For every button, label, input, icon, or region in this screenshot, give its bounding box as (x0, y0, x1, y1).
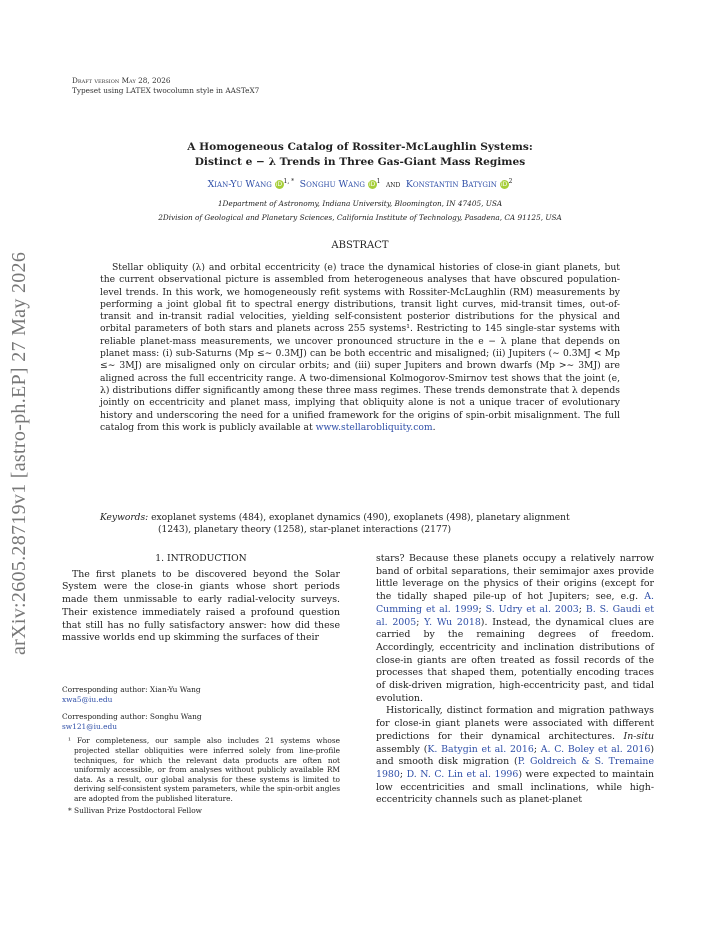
author-name[interactable]: Songhu Wang (299, 178, 365, 190)
footnote-1: ¹ For completeness, our sample also includes 21 systems whose projected stellar obliquities were inferred solely from line-profile techniques, for which the relevant data products are often not uniformly accessible, or from analyses without publicly available RM data. As a result, our global analysis for these systems is limited to deriving self-consistent system parameters, while the spin-orbit angles are adopted from the published literature. (68, 736, 340, 803)
author-sup: 1, * (283, 178, 295, 185)
text-run: ) were expected to maintain low eccentricities and small inclinations, while high-eccentricity channels such as planet-planet (376, 768, 655, 806)
citation-link[interactable]: K. Batygin et al. 2016 (427, 743, 534, 755)
citation-link[interactable]: P. Goldreich & S. Tremaine 1980 (376, 756, 655, 780)
citation-link[interactable]: D. N. C. Lin et al. 1996 (406, 768, 519, 780)
corresponding-author: Corresponding author: Xian-Yu Wang (62, 685, 201, 694)
author-name[interactable]: Xian-Yu Wang (207, 178, 272, 190)
text-run: ). Instead, the dynamical clues are carried by the remaining degrees of freedom. Accordingly, eccentricity and inclination distributions of close-in giants are often treated as fossil records of the processes that shaped them, potentially encoding traces of disk-driven migration, high-eccentricity past, and tidal evolution. (376, 616, 654, 704)
author-name[interactable]: Konstantin Batygin (405, 178, 497, 190)
intro-paragraph: The first planets to be discovered beyond the Solar System were the close-in giants whose short periods made them unmissable to early radial-velocity surveys. Their existence immediately raised a profound question that still has no fully satisfactory answer: how did these massive worlds end up skimming the surfaces of their (62, 568, 340, 644)
draft-header (72, 76, 259, 96)
text-run: stars? Because these planets occupy a relatively narrow band of orbital separations, their semimajor axes provide little leverage on the physics of their origins (except for the tidally shaped pile-up of hot Jupiters; see, e.g. (376, 553, 654, 603)
keywords (100, 512, 620, 537)
corresponding-author: Corresponding author: Songhu Wang (62, 712, 202, 722)
citation-link[interactable]: Y. Wu 2018 (424, 616, 481, 628)
citation-link[interactable]: B. S. Gaudi et al. 2005 (376, 603, 654, 628)
author-list (72, 178, 648, 190)
text-run: ) and smooth disk migration ( (376, 743, 654, 768)
keywords-label: Keywords: (100, 513, 149, 523)
abstract (100, 262, 620, 434)
text-run: In-situ (623, 730, 655, 742)
affiliation: 1Department of Astronomy, Indiana University, Bloomington, IN 47405, USA (217, 199, 503, 208)
footnote-2: * Sullivan Prize Postdoctoral Fellow (68, 805, 203, 815)
abstract-end: . (432, 421, 436, 433)
citation-link[interactable]: A. C. Boley et al. 2016 (540, 743, 651, 755)
section-heading: 1. INTRODUCTION (155, 553, 247, 564)
catalog-link[interactable]: www.stellarobliquity.com (315, 421, 433, 433)
text-run: Historically, distinct formation and migration pathways for close-in giant planets were associated with different predictions for their dynamical architectures. (376, 705, 654, 742)
right-paragraph-1: stars? Because these planets occupy a relatively narrow band of orbital separations, their semimajor axes provide little leverage on the physics of their origins (except for the tidally shaped pile-up of hot Jupiters; see, e.g. A. Cumming et al. 1999; S. Udry et al. 2003; B. S. Gaudi et al. 2005; Y. Wu 2018). Instead, the dynamical clues are carried by the remaining degrees of freedom. Accordingly, eccentricity and inclination distributions of close-in giants are often treated as fossil records of the processes that shaped them, potentially encoding traces of disk-driven migration, high-eccentricity past, and tidal evolution. (376, 553, 654, 704)
authors-and: and (385, 179, 401, 190)
author-sup: 1 (376, 178, 381, 185)
arxiv-stamp[interactable]: arXiv:2605.28719v1 [astro-ph.EP] 27 May 2026 (8, 251, 30, 655)
draft-version-line: Draft version May 28, 2026 (72, 76, 171, 85)
author-email[interactable]: sw121@iu.edu (62, 721, 117, 731)
typeset-line: Typeset using LATEX twocolumn style in AASTeX7 (72, 86, 260, 95)
keywords-line-1: exoplanet systems (484), exoplanet dynamics (490), exoplanets (498), planetary alignment (151, 513, 570, 523)
right-paragraph-2: Historically, distinct formation and migration pathways for close-in giant planets were associated with different predictions for their dynamical architectures. In-situ assembly (K. Batygin et al. 2016; A. C. Boley et al. 2016) and smooth disk migration (P. Goldreich & S. Tremaine 1980; D. N. C. Lin et al. 1996) were expected to maintain low eccentricities and small inclinations, while high-eccentricity channels such as planet-planet (376, 705, 655, 806)
citation-link[interactable]: S. Udry et al. 2003 (485, 603, 579, 615)
right-column (376, 553, 654, 807)
paper-title (72, 140, 648, 169)
affiliation: 2Division of Geological and Planetary Sciences, California Institute of Technology, Pasadena, CA 91125, USA (158, 213, 562, 222)
abstract-text: Stellar obliquity (λ) and orbital eccentricity (e) trace the dynamical histories of close-in giant planets, but the current observational picture is assembled from heterogeneous analyses that have obscured population-level trends. In this work, we homogeneously refit systems with Rossiter-McLaughlin (RM) measurements by performing a joint global fit to spectral energy distributions, transit light curves, mid-transit times, out-of-transit and in-transit radial velocities, yielding self-consistent posterior distributions for the physical and orbital parameters of both stars and planets across 255 systems¹. Restricting to 145 single-star systems with reliable planet-mass measurements, we uncover pronounced structure in the e − λ plane that depends on planet mass: (i) sub-Saturns (Mp ≤∼ 0.3MJ) can be both eccentric and misaligned; (ii) Jupiters (∼ 0.3MJ < Mp ≤∼ 3MJ) are misaligned only on circular orbits; and (iii) super Jupiters and brown dwarfs (Mp >∼ 3MJ) are aligned across the full eccentricity range. A two-dimensional Kolmogorov-Smirnov test shows that the joint (e, λ) distributions differ significantly among these three mass regimes. These trends demonstrate that λ depends jointly on eccentricity and planet mass, implying that obliquity alone is not a unique tracer of evolutionary history and underscoring the need for a unified framework for the origins of spin-orbit misalignment. The full catalog from this work is publicly available at (100, 262, 620, 433)
orcid-icon[interactable]: iD (275, 180, 283, 188)
title-line-1: A Homogeneous Catalog of Rossiter-McLaughlin Systems: (187, 141, 533, 153)
title-line-2: Distinct e − λ Trends in Three Gas-Giant Mass Regimes (194, 155, 526, 168)
text-run: assembly ( (376, 743, 428, 755)
orcid-icon[interactable]: iD (500, 180, 508, 188)
footnote-block (62, 685, 340, 815)
author-sup: 2 (508, 178, 513, 185)
left-column (62, 553, 340, 645)
citation-link[interactable]: A. Cumming et al. 1999 (376, 591, 654, 615)
abstract-heading: ABSTRACT (331, 240, 389, 251)
author-email[interactable]: xwa5@iu.edu (62, 694, 113, 704)
orcid-icon[interactable]: iD (369, 180, 376, 188)
keywords-line-2: (1243), planetary theory (1258), star-planet interactions (2177) (158, 525, 452, 536)
